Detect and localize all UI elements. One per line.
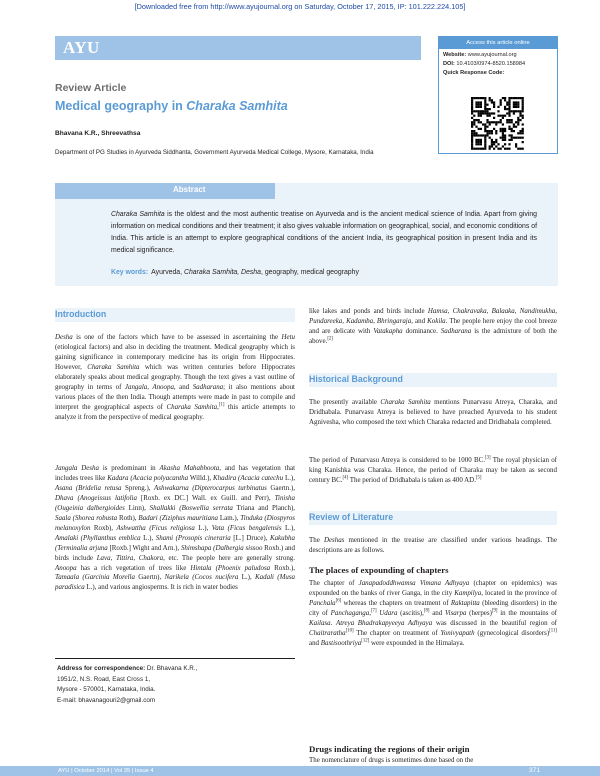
italic-run: Narikela (Cocos nucifera [164, 573, 239, 582]
italic-run: Tinduka (Diospyros melanoxylon [55, 513, 295, 532]
text-run: The chapter on treatment of [353, 628, 441, 637]
doi-line [439, 58, 557, 67]
italic-run: Sadharana [192, 382, 224, 391]
abstract-italic-start: Charaka Samhita [111, 211, 165, 218]
italic-run: Dhava (Anogeissus latifolia [55, 493, 137, 502]
italic-run: Kakubha (Terminalia arjuna [55, 533, 295, 552]
text-run: [Roxb. ex DC.] Wall. ex Guill. and Perr), [136, 493, 275, 502]
correspondence-email[interactable]: E-mail: bhavanagouri2@gmail.com [57, 696, 156, 704]
journal-banner [55, 36, 421, 60]
text-run: (chapter on epidemics) was expounded on the banks of river Ganga, in the city [309, 579, 557, 597]
text-run: Roxb.), [270, 563, 295, 572]
journal-name: AYU [63, 38, 100, 57]
italic-run: Kampilya [454, 588, 482, 597]
text-run: L.), and various angiosperms. It is rich in water bodies [84, 583, 238, 592]
website-label: Website: [443, 52, 467, 58]
italic-run: Raktapitta [450, 598, 480, 607]
italic-run: Charaka Samhita [380, 398, 431, 406]
italic-run: Saala (Shorea robusta [55, 513, 118, 522]
abstract-body: is the oldest and the most authentic treatise on Ayurveda and is the ancient medical science of India. Apart from giving information on medical conditions and their treatment; it also gives valuable information on geographical, social, and economic conditions of India. This article is an attempt to explore geographical conditions of the ancient India, its geographical position in present India and its medical significance. [111, 211, 537, 254]
qr-code-graphic [464, 97, 534, 151]
text-run: L.), [140, 533, 156, 542]
text-run: L.), [194, 523, 212, 532]
text-run: , and has vegetation that includes trees like [55, 464, 296, 482]
qr-label: Quick Response Code: [443, 70, 505, 76]
italic-run: Anoopa [55, 563, 77, 572]
text-run: . The people here enjoy the cool breeze and are delicate with [309, 316, 557, 335]
italic-run: Khadira (Acacia catechu [213, 473, 284, 482]
col2-continued-paragraph [309, 307, 557, 347]
article-title [55, 99, 288, 113]
text-run: is the admixture of both the above. [309, 326, 557, 345]
citation-ref[interactable]: [12] [361, 638, 370, 644]
text-run: , and [411, 316, 428, 325]
footer-citation: AYU | October 2014 | Vol 35 | Issue 4 [58, 768, 154, 774]
correspondence-name: Dr. Bhavana K.R., [145, 665, 198, 672]
italic-run: Ashwakarna (Dipterocarpus turbinatus [154, 483, 267, 492]
historical-paragraph-1 [309, 398, 557, 428]
italic-run: Desha [55, 333, 73, 341]
italic-run: Vata (Ficus bengalensis [211, 523, 282, 532]
italic-run: Lava, Tittira, Chakora [96, 553, 164, 562]
historical-paragraph-2 [309, 456, 557, 486]
article-title-prefix: Medical geography in [55, 99, 187, 113]
doi-label: DOI: [443, 61, 455, 67]
citation-ref[interactable]: [6] [335, 598, 342, 604]
correspondence-line-2: Mysore - 570001, Karnataka, India. [57, 686, 156, 693]
citation-ref[interactable]: [9] [491, 608, 498, 614]
italic-run: Janapadoddhwamsa Vimana Adhyaya [358, 579, 470, 587]
text-run: like lakes and ponds and birds include [309, 307, 428, 315]
text-run: this article attempts to analyze it from the perspective of medical geography. [55, 402, 295, 421]
italic-run: Panchala [309, 598, 336, 607]
text-run: Gaertn.), [266, 483, 296, 492]
text-run: whereas the chapters on treatment of [341, 598, 451, 607]
italic-run: Jangala Desha [55, 464, 99, 472]
text-run: Triana and Planch), [232, 503, 295, 512]
literature-paragraph-1 [309, 536, 557, 556]
text-run: L.), [283, 473, 295, 482]
website-link[interactable]: www.ayujournal.org [467, 52, 517, 58]
text-run: The royal physician of king Kanishka was Charaka. Hence, the period of Charaka may be taken as second century BC. [309, 456, 557, 484]
literature-heading-band [309, 511, 557, 525]
italic-run: Udara [379, 608, 398, 617]
text-run: The period of Punarvasu Atreya is considered to be 1000 BC. [309, 456, 485, 464]
italic-run: Kokila [427, 316, 446, 325]
text-run: which was written centuries before Hippocrates elaborately speaks about medical geography. Though the text gives a vast outline of geography in terms of [55, 362, 295, 391]
italic-run: Kadara (Acacia polyacantha [107, 473, 189, 482]
italic-run: Akasha Mahabhoota [159, 464, 220, 472]
keywords-part-1: Ayurveda, [151, 269, 184, 276]
text-run: [Roxb.] Wight and Arn.), [107, 543, 181, 552]
text-run: Roth), [117, 513, 139, 522]
italic-run: Asana (Bridelia retusa [55, 483, 122, 492]
italic-run: Deshas [323, 536, 345, 544]
italic-run: Jangala, Anoopa, [124, 382, 176, 391]
text-run: Roxb.) and birds include [55, 543, 295, 562]
keywords-part-2: , geography, medical geography [260, 269, 359, 276]
website-line [439, 49, 557, 58]
text-run: Willd.), [188, 473, 214, 482]
abstract-heading: Abstract [173, 185, 206, 194]
intro-paragraph-1 [55, 333, 295, 423]
italic-run: Tamaala (Garcinia Morella [55, 573, 135, 582]
italic-run: Amalaki (Phyllanthus emblica [55, 533, 141, 542]
text-run: Lam.), [218, 513, 241, 522]
text-run: Roxb), [90, 523, 117, 532]
text-run: dominance. [402, 326, 441, 335]
text-run: was discussed in the beautiful region of [432, 618, 557, 627]
text-run: Spreng.), [121, 483, 155, 492]
introduction-heading: Introduction [55, 309, 107, 319]
page-number: 371 [529, 767, 541, 774]
text-run: L.), [238, 573, 256, 582]
intro-paragraph-2 [55, 464, 295, 593]
literature-paragraph-3 [309, 756, 557, 766]
italic-run: Yonivyapath [440, 628, 475, 637]
keywords [111, 267, 541, 278]
text-run: has a rich vegetation of trees like [76, 563, 191, 572]
citation-ref[interactable]: [5] [475, 475, 482, 481]
italic-run: Shallakki (Boswellia serrata [149, 503, 233, 512]
access-info-box [438, 36, 558, 154]
text-run: L.), [281, 523, 296, 532]
text-run: (ascitis), [397, 608, 424, 617]
literature-heading: Review of Literature [309, 512, 394, 522]
doi-value[interactable]: 10.4103/0974-8520.158984 [456, 61, 526, 67]
italic-run: Charaka Samhita [87, 362, 140, 371]
correspondence-first-line [57, 664, 297, 675]
text-run: . [330, 618, 336, 627]
citation-ref[interactable]: [8] [423, 608, 430, 614]
italic-run: Panchaganga [330, 608, 370, 617]
text-run: mentioned in the treatise are classified under various headings. The descriptions are as follows. [309, 536, 557, 554]
text-run: Gaertn), [134, 573, 165, 582]
text-run: [L.] Druce), [230, 533, 270, 542]
text-run: and [309, 638, 321, 647]
abstract-text [111, 209, 537, 257]
text-run: (gynecological disorders) [474, 628, 550, 637]
text-run: The presently available [309, 398, 381, 406]
italic-run: Hintala (Phoenix paludosa [190, 563, 271, 572]
historical-heading: Historical Background [309, 374, 403, 384]
text-run: , etc. The people here are generally strong. [163, 553, 296, 562]
text-run: were expounded in the Himalaya. [369, 638, 465, 647]
italic-run: Shami (Prosopis cineraria [155, 533, 231, 542]
text-run: , located in the province of [481, 588, 558, 597]
citation-ref[interactable]: [10] [345, 628, 354, 634]
italic-run: Hamsa, Chakravaka, Balaaka, Nandimukha, Pundareeka, Kadamba, Bhringaraja [309, 307, 557, 325]
text-run: The chapter of [309, 579, 359, 587]
text-run: is predominant in [98, 464, 160, 472]
abstract-heading-band [55, 183, 275, 199]
text-run: (etiological factors) and also in deciding the treatment. Medical geography which is gaining significance in contemporary medicine has its origin from Hippocrates. However, [55, 342, 295, 371]
text-run: The period of Dridhabala is taken as 400 AD. [348, 475, 476, 484]
italic-run: Tinisha (Ougeinia dalbergioides [55, 493, 295, 512]
citation-ref[interactable]: [11] [549, 628, 557, 634]
italic-run: Bastisoothriya [320, 638, 362, 647]
access-info-header: Access this article online [439, 37, 557, 49]
download-notice: [Downloaded free from http://www.ayujournal.org on Saturday, October 17, 2015, IP: 101.222.224.105] [134, 2, 466, 11]
historical-heading-band [309, 373, 557, 387]
text-run: Linn), [124, 503, 150, 512]
qr-code-icon [464, 97, 534, 151]
text-run: is one of the factors which have to be assessed in ascertaining the [72, 333, 282, 341]
subheading-drugs: Drugs indicating the regions of their origin [309, 744, 470, 754]
italic-run: Ashwattha (Ficus religiosa [116, 523, 195, 532]
italic-run: Badari (Ziziphus mauritiana [138, 513, 219, 522]
italic-run: Sadharana [440, 326, 472, 335]
correspondence-label: Address for correspondence: [57, 665, 146, 672]
text-run: (bleeding disorders) in the city of [309, 598, 557, 617]
literature-paragraph-2 [309, 579, 557, 649]
italic-run: Visarpa [444, 608, 467, 617]
text-run: and [429, 608, 445, 617]
italic-run: Atreya Bhadrakapyeeya Adhyaya [335, 618, 433, 627]
italic-run: Kadali (Musa paradisica [55, 573, 295, 592]
citation-ref[interactable]: [2] [327, 336, 333, 342]
citation-ref[interactable]: [3] [484, 455, 491, 461]
italic-run: Chaitraratha [309, 628, 346, 637]
article-title-italic: Charaka Samhita [186, 99, 288, 113]
authors: Bhavana K.R., Shreevathsa [55, 130, 141, 137]
affiliation: Department of PG Studies in Ayurveda Siddhanta, Government Ayurveda Medical College, Mysore, Karnataka, India [55, 149, 374, 156]
text-run: and [175, 382, 193, 391]
text-run: ; it also mentions about various places of the then India. Though attempts were made in past to compile and interpret the geographical aspects of [55, 382, 295, 411]
citation-ref[interactable]: [1] [218, 402, 225, 408]
text-run: (herpes) [466, 608, 492, 617]
correspondence-line-1: 1951/2, N.S. Road, East Cross 1, [57, 675, 151, 683]
text-run: , [369, 608, 371, 617]
correspondence-block [57, 664, 297, 706]
citation-ref[interactable]: [7] [370, 608, 377, 614]
article-type: Review Article [55, 82, 127, 94]
italic-run: Shimshapa (Dalbergia sissoo [180, 543, 263, 552]
text-run: in the mountains of [497, 608, 557, 617]
keywords-italic: Charaka Samhita, Desha [183, 269, 261, 276]
text-run: mentions Punarvasu Atreya, Charaka, and Dridhabala. Punarvasu Atreya is believed to have preached Ayurveda to his student Agnivesha, who composed the text which Charaka redacted and Dridhabala completed. [309, 398, 557, 426]
italic-run: Charaka Samhita, [166, 402, 219, 411]
italic-run: Kailasa [309, 618, 331, 627]
italic-run: Vatakapha [373, 326, 403, 335]
citation-ref[interactable]: [4] [342, 475, 349, 481]
introduction-heading-band [55, 308, 295, 322]
text-run: The nomenclature of drugs is sometimes done based on the [309, 756, 474, 764]
text-run: The [309, 536, 324, 544]
correspondence-divider [55, 658, 295, 659]
subheading-places: The places of expounding of chapters [309, 565, 449, 575]
keywords-label: Key words: [111, 269, 149, 276]
italic-run: Hetu [281, 333, 295, 341]
